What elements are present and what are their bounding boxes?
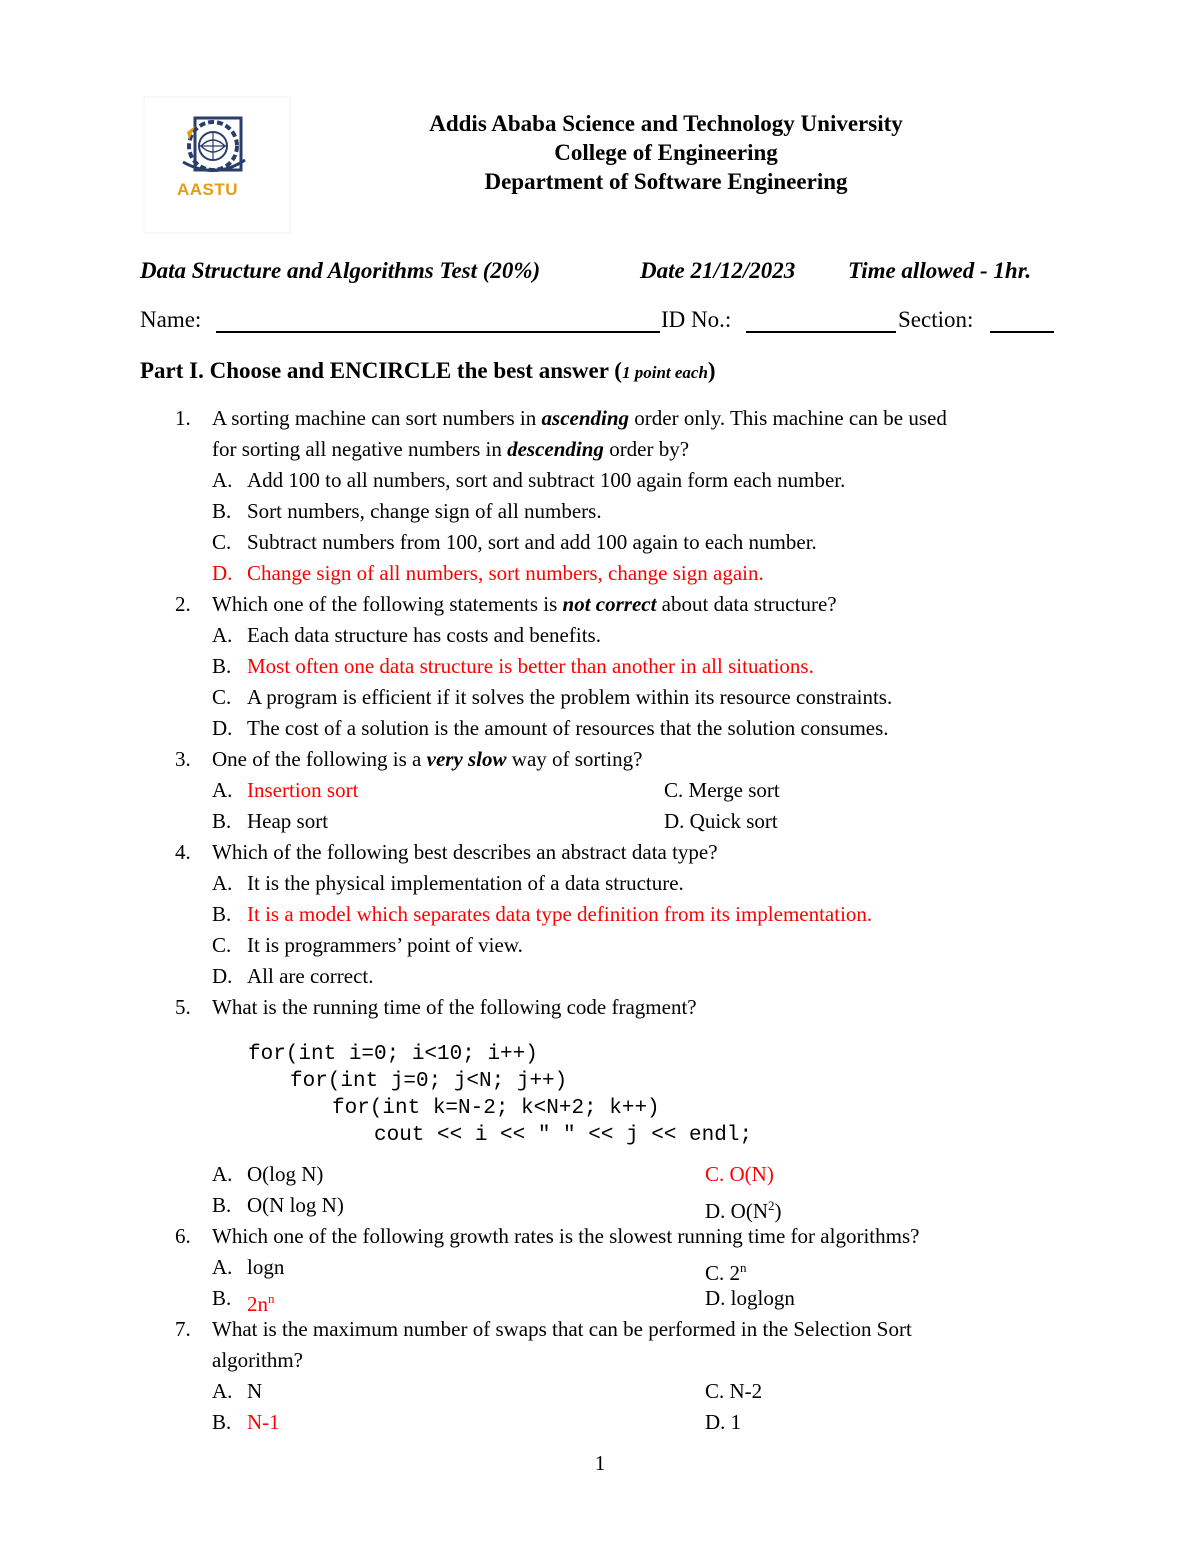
code-line-1: for(int i=0; i<10; i++)	[248, 1043, 538, 1066]
correct-option[interactable]: C. O(N)	[705, 1162, 774, 1186]
test-title: Data Structure and Algorithms Test (20%)	[140, 258, 541, 283]
option[interactable]: D. loglogn	[705, 1286, 795, 1310]
option[interactable]: D. Quick sort	[664, 809, 778, 833]
code-line-3: for(int k=N-2; k<N+2; k++)	[332, 1097, 660, 1120]
logo-text: AASTU	[177, 180, 239, 199]
part-title: Part I. Choose and ENCIRCLE the best answer (1 point each)	[140, 358, 716, 383]
id-field[interactable]	[746, 305, 896, 333]
option[interactable]: C. Merge sort	[664, 778, 780, 802]
option[interactable]: C. N-2	[705, 1379, 763, 1403]
question-text: A sorting machine can sort numbers in ascending order only. This machine can be used	[212, 406, 947, 430]
option[interactable]: C. 2$^n$	[705, 1260, 747, 1285]
code-line-2: for(int j=0; j<N; j++)	[290, 1070, 568, 1093]
question-text: Which one of the following growth rates is the slowest running time for algorithms?	[212, 1224, 920, 1248]
exam-page: AASTU Addis Ababa Science and Technology University College of Engineering Department of Software Engineering Data Structure and Algorithms Test (20%) Date 21/12/2023 Time allowed - 1hr. Name: ID No.: Section: Part I. Choose and ENCIRCLE the best answer (1 point each) 1. A sorting machine can sort numbers in ascending order only. This machine can be used for sorting all negative numbers in descending order by? A. Add 100 to all numbers, sort and subtract 100 again form each number. B. Sort numbers, change sign of all numbers. C. Subtract numbers from 100, sort and add 100 again to each number. D. Change sign of all numbers, sort numbers, change sign again. 2. Which one of the following statements is not correct about data structure? A. Each data structure has costs and benefits. B. Most often one data structure is better than another in all situations. C. A program is efficient if it solves the problem within its resource constraints. D. The cost of a solution is the amount of resources that the solution consumes. 3. One of the following is a very slow way of sorting? A. Insertion sort B. Heap sort C. Merge sort D. Quick sort 4. Which of the following best describes an abstract data type? A. It is the physical implementation of a data structure. B. It is a model which separates data type definition from its implementation. C. It is programmers’ point of view. D. All are correct. 5. What is the running time of the following code fragment? for(int i=0; i<10; i++) for(int j=0; j<N; j++) for(int k=N-2; k<N+2; k++) cout << i << " " << j << endl; A. O(log N) B. O(N log N) C. O(N) D. $O(N^2)$ 6. Which one of the following growth rates is the slowest running time for algorithms? A. logn B. $2n^n$ C. 2$^n$ D. loglogn 7. What is the maximum number of swaps that can be performed in the Selection Sort algorithm? A. N B. N-1 C. N-2 D. 1 1	[0, 0, 1200, 1553]
question-text: One of the following is a very slow way of sorting?	[212, 747, 643, 771]
test-date: Date 21/12/2023	[640, 258, 796, 283]
section-label: Section:	[898, 307, 974, 332]
option[interactable]: D. $O(N^2)$	[705, 1198, 782, 1223]
code-line-4: cout << i << " " << j << endl;	[374, 1124, 753, 1147]
department-name: Department of Software Engineering	[484, 169, 848, 194]
question-text: What is the maximum number of swaps that can be performed in the Selection Sort	[212, 1317, 912, 1341]
page-number: 1	[594, 1451, 606, 1475]
question-text: Which one of the following statements is not correct about data structure?	[212, 592, 837, 616]
question-text: What is the running time of the following code fragment?	[212, 995, 697, 1019]
points-note: 1 point each	[621, 363, 708, 382]
question-text: Which of the following best describes an abstract data type?	[212, 840, 718, 864]
name-field[interactable]	[216, 305, 660, 333]
name-label: Name:	[140, 307, 202, 332]
section-field[interactable]	[990, 305, 1054, 333]
time-allowed: Time allowed - 1hr.	[848, 258, 1032, 283]
gear-globe-icon	[143, 96, 291, 234]
option[interactable]: D. 1	[705, 1410, 742, 1434]
college-name: College of Engineering	[554, 140, 778, 165]
id-label: ID No.:	[661, 307, 732, 332]
university-name: Addis Ababa Science and Technology University	[429, 111, 903, 136]
university-logo	[143, 96, 291, 234]
